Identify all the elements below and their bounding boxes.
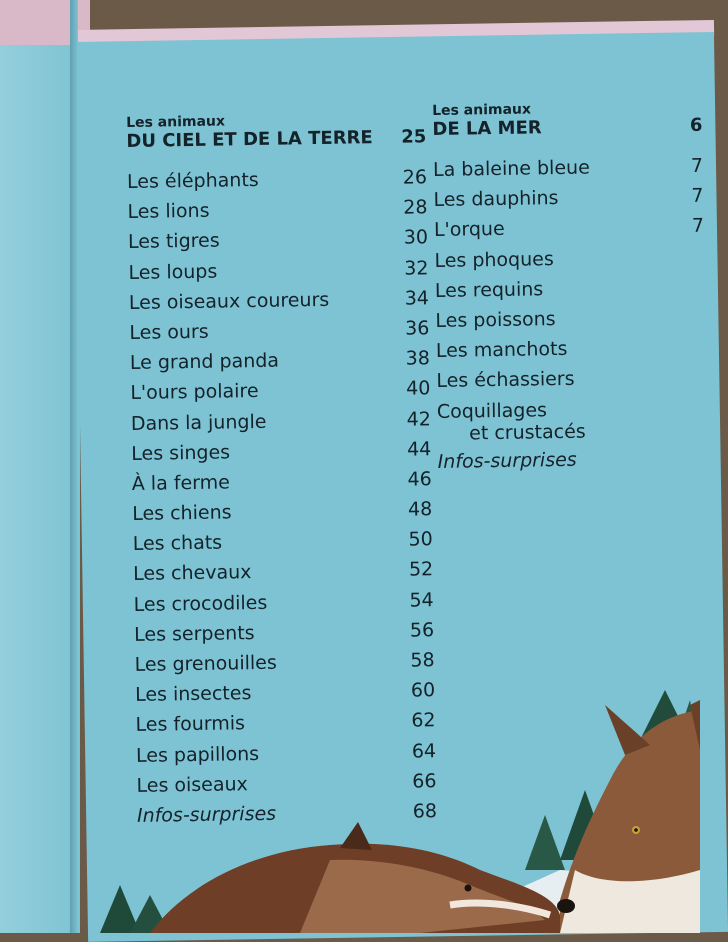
toc-entry-page: 30 (404, 223, 429, 254)
toc-entry-title: Les singes (131, 437, 230, 469)
section-page: 6 (690, 115, 703, 137)
toc-entry-page: 26 (403, 162, 428, 193)
toc-entry-page: 62 (411, 706, 436, 737)
toc-entry-title: Les loups (128, 256, 217, 288)
toc-entry-page: 42 (406, 404, 431, 435)
toc-entry-title: Les lions (127, 196, 209, 227)
toc-entry-title: Les crocodiles (133, 587, 267, 619)
section-label: Les animaux (126, 110, 426, 131)
toc-entry-page: 60 (411, 675, 436, 706)
toc-entry-page: 40 (406, 374, 431, 405)
toc-entry-title: Dans la jungle (131, 406, 267, 438)
section-page: 25 (401, 126, 426, 148)
toc-entry-page: 64 (412, 736, 437, 767)
toc-entry-title: Les éléphants (127, 165, 259, 197)
toc-entry-title: À la ferme (132, 467, 231, 499)
toc-entry-title: La baleine bleue (433, 153, 590, 186)
toc-entry-page: 34 (404, 283, 429, 314)
toc-entry-page: 68 (413, 796, 438, 827)
toc-entry-title: L'orque (434, 214, 505, 245)
toc-entry-page: 66 (412, 766, 437, 797)
toc-entry-title: Les oiseaux (136, 769, 248, 801)
section-label: Les animaux (432, 99, 702, 119)
section-title: DU CIEL ET DE LA TERRE (126, 127, 373, 153)
toc-entry-page: 7 (692, 211, 705, 241)
toc-entry-title: Coquillages (437, 395, 548, 427)
toc-entry-title: Les dauphins (433, 183, 558, 215)
toc-entry-page: 38 (405, 343, 430, 374)
toc-entry-title: Les chevaux (133, 558, 252, 590)
toc-entry-title: Les grenouilles (134, 648, 277, 680)
toc-entry-page: 48 (408, 494, 433, 525)
toc-entry-title: Les échassiers (436, 364, 575, 396)
toc-entry-title: Les chiens (132, 497, 232, 529)
toc-entry-page: 46 (407, 464, 432, 495)
toc-entry-continuation: et crustacés (437, 416, 707, 446)
toc-entry-title: Les manchots (436, 334, 568, 366)
toc-entry-title: Les oiseaux coureurs (129, 285, 330, 318)
toc-entry-page: 32 (404, 253, 429, 284)
toc-entry-title: Les requins (435, 274, 544, 306)
toc-entry-title: Infos-surprises (137, 799, 277, 831)
toc-entry-title: Infos-surprises (437, 444, 577, 476)
toc-entry-page: 36 (405, 313, 430, 344)
toc-entry-title: Les phoques (434, 244, 554, 276)
toc-entry-page: 56 (410, 615, 435, 646)
toc-entry-title: Les poissons (435, 304, 556, 336)
toc-entry-title: Les papillons (136, 739, 260, 771)
toc-entry-title: Le grand panda (130, 346, 280, 379)
toc-entry-title: Les serpents (134, 618, 255, 650)
toc-entry-page: 50 (408, 524, 433, 555)
toc-entry-page: 58 (410, 645, 435, 676)
section-title: DE LA MER (432, 117, 542, 141)
toc-entry-title: Les fourmis (135, 709, 245, 741)
toc-entry-title: L'ours polaire (130, 376, 259, 408)
toc-entry-page: 44 (407, 434, 432, 465)
toc-entry-title: Les tigres (128, 226, 220, 258)
toc-entry-page: 52 (409, 555, 434, 586)
toc-entry-page: 7 (691, 181, 704, 211)
toc-entry-title: Les insectes (135, 678, 252, 710)
toc-entry-page: 54 (409, 585, 434, 616)
toc-entry-page: 28 (403, 192, 428, 223)
toc-entry-title: Les ours (129, 317, 209, 348)
wolf-lying (150, 822, 560, 933)
toc-entry-page: 7 (691, 151, 704, 181)
toc-entry-title: Les chats (133, 528, 223, 560)
